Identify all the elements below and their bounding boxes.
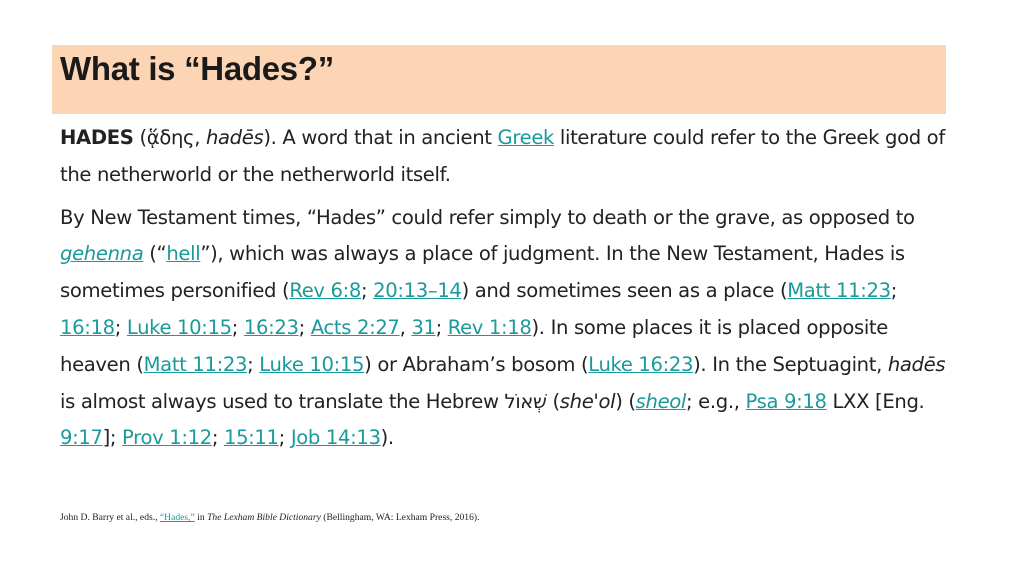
link-matt-11-23[interactable]: Matt 11:23 <box>787 279 891 303</box>
link-hell[interactable]: hell <box>166 242 201 266</box>
link-sheol[interactable] <box>636 390 686 413</box>
citation-footnote <box>60 512 480 523</box>
link-acts-2-31[interactable]: 31 <box>411 315 436 339</box>
separator: ; <box>890 279 897 303</box>
text: John D. Barry et al., eds., <box>60 512 160 523</box>
text: ) or Abraham’s bosom ( <box>364 352 589 376</box>
text: ]; <box>102 426 123 450</box>
text: , <box>194 126 206 149</box>
text: ). <box>380 426 394 450</box>
title-bar <box>52 45 946 114</box>
separator: ; <box>231 315 244 339</box>
body-text <box>60 120 960 457</box>
paragraph-2 <box>60 200 960 458</box>
link-psa-9-18[interactable]: Psa 9:18 <box>745 389 827 413</box>
text: (Bellingham, WA: Lexham Press, 2016). <box>320 512 480 523</box>
link-rev-6-8[interactable]: Rev 6:8 <box>289 279 362 303</box>
book-title: The Lexham Bible Dictionary <box>207 512 321 523</box>
link-greek[interactable]: Greek <box>497 126 555 149</box>
link-matt-11-23-b[interactable]: Matt 11:23 <box>143 352 248 376</box>
separator: ; <box>435 315 448 339</box>
separator: ; <box>114 315 127 339</box>
gehenna-text: gehenna <box>60 242 144 266</box>
link-hades-entry[interactable]: “Hades,” <box>159 512 195 523</box>
text: ) ( <box>615 389 636 413</box>
separator: ; <box>211 426 224 450</box>
link-gehenna[interactable] <box>60 242 143 265</box>
sheol-link-text: sheol <box>635 389 687 413</box>
text: ( <box>133 126 147 149</box>
text: ( <box>546 389 560 413</box>
separator: , <box>399 315 412 339</box>
link-luke-10-15[interactable]: Luke 10:15 <box>126 315 232 339</box>
link-rev-20-13[interactable]: 20:13–14 <box>373 279 462 303</box>
text: ; e.g., <box>686 389 746 413</box>
link-prov-1-12[interactable]: Prov 1:12 <box>122 426 212 450</box>
text: is almost always used to translate the Hebrew <box>60 389 505 413</box>
link-prov-15-11[interactable]: 15:11 <box>223 426 279 450</box>
text: literature could refer to the Greek god of the netherworld or the netherworld itself. <box>60 126 945 186</box>
text: ”), which was always a place of judgment. In the New Testament, Hades is sometimes personified ( <box>60 242 905 303</box>
hebrew-word: שְׁאוֹל <box>504 389 547 413</box>
link-luke-16-23[interactable]: 16:23 <box>243 315 299 339</box>
link-job-14-13[interactable]: Job 14:13 <box>290 426 381 450</box>
separator: ; <box>247 352 260 376</box>
text: (“ <box>143 242 167 266</box>
link-rev-1-18[interactable]: Rev 1:18 <box>447 315 532 339</box>
link-luke-10-15-b[interactable]: Luke 10:15 <box>259 352 365 376</box>
separator: ; <box>361 279 374 303</box>
slide-title: What is “Hades?” <box>60 50 334 87</box>
text: By New Testament times, “Hades” could refer simply to death or the grave, as opposed to <box>60 205 915 229</box>
term-hades: HADES <box>60 126 134 149</box>
link-luke-16-23-b[interactable]: Luke 16:23 <box>588 352 694 376</box>
text: ). In the Septuagint, <box>693 352 888 376</box>
text: ). In some places it is placed opposite heaven ( <box>60 315 888 376</box>
link-psa-9-17[interactable]: 9:17 <box>60 426 103 450</box>
text: in <box>194 512 208 523</box>
greek-word: ᾅδης <box>146 126 195 149</box>
text: ). A word that in ancient <box>263 126 498 149</box>
text: LXX [Eng. <box>826 389 925 413</box>
paragraph-1 <box>60 120 960 194</box>
sheol-italic: she'ol <box>559 389 616 413</box>
transliteration: hadēs <box>205 126 264 149</box>
separator: ; <box>298 315 311 339</box>
separator: ; <box>278 426 291 450</box>
hades-italic: hadēs <box>887 352 946 376</box>
text: ) and sometimes seen as a place ( <box>461 279 788 303</box>
link-matt-16-18[interactable]: 16:18 <box>60 315 115 339</box>
link-acts-2-27[interactable]: Acts 2:27 <box>310 315 400 339</box>
